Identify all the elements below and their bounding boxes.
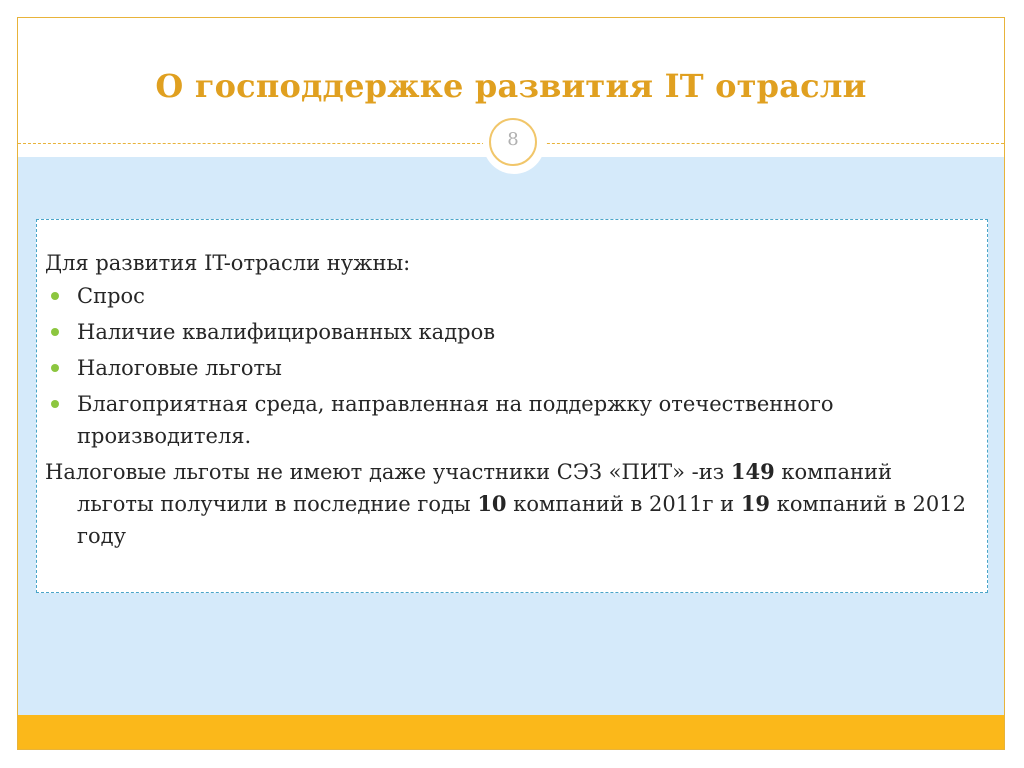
bullet-dot-icon [51,328,59,336]
list-item [45,388,975,452]
page-number: 8 [507,129,519,150]
bullet-dot-icon [51,364,59,372]
bullet-dot-icon [51,400,59,408]
slide-title: О господдержке развития IT отрасли [155,67,867,105]
content-text [45,247,975,552]
list-item-label: Налоговые льготы [77,356,282,380]
slide-frame [17,17,1005,750]
list-item-label: Наличие квалифицированных кадров [77,320,496,344]
intro-text: Для развития IT-отрасли нужны: [45,251,411,275]
list-item-label: Благоприятная среда, направленная на поддержку отечественного производителя. [77,392,834,448]
note-text: компаний льготы получили в последние годы [77,460,893,516]
bullet-dot-icon [51,292,59,300]
note-text: компаний в 2012 году [77,492,966,548]
footer-band [18,715,1004,750]
note-text: Налоговые льготы не имеют даже участники СЭЗ «ПИТ» -из [45,460,731,484]
note-number: 10 [477,491,507,516]
list-item [45,352,975,384]
note-paragraph [45,456,975,552]
list-item [45,280,975,312]
note-number: 19 [740,491,771,516]
note-text: компаний в 2011г и [506,492,741,516]
note-number: 149 [730,459,775,484]
bullet-list [45,280,975,452]
list-item-label: Спрос [77,284,145,308]
list-item [45,316,975,348]
